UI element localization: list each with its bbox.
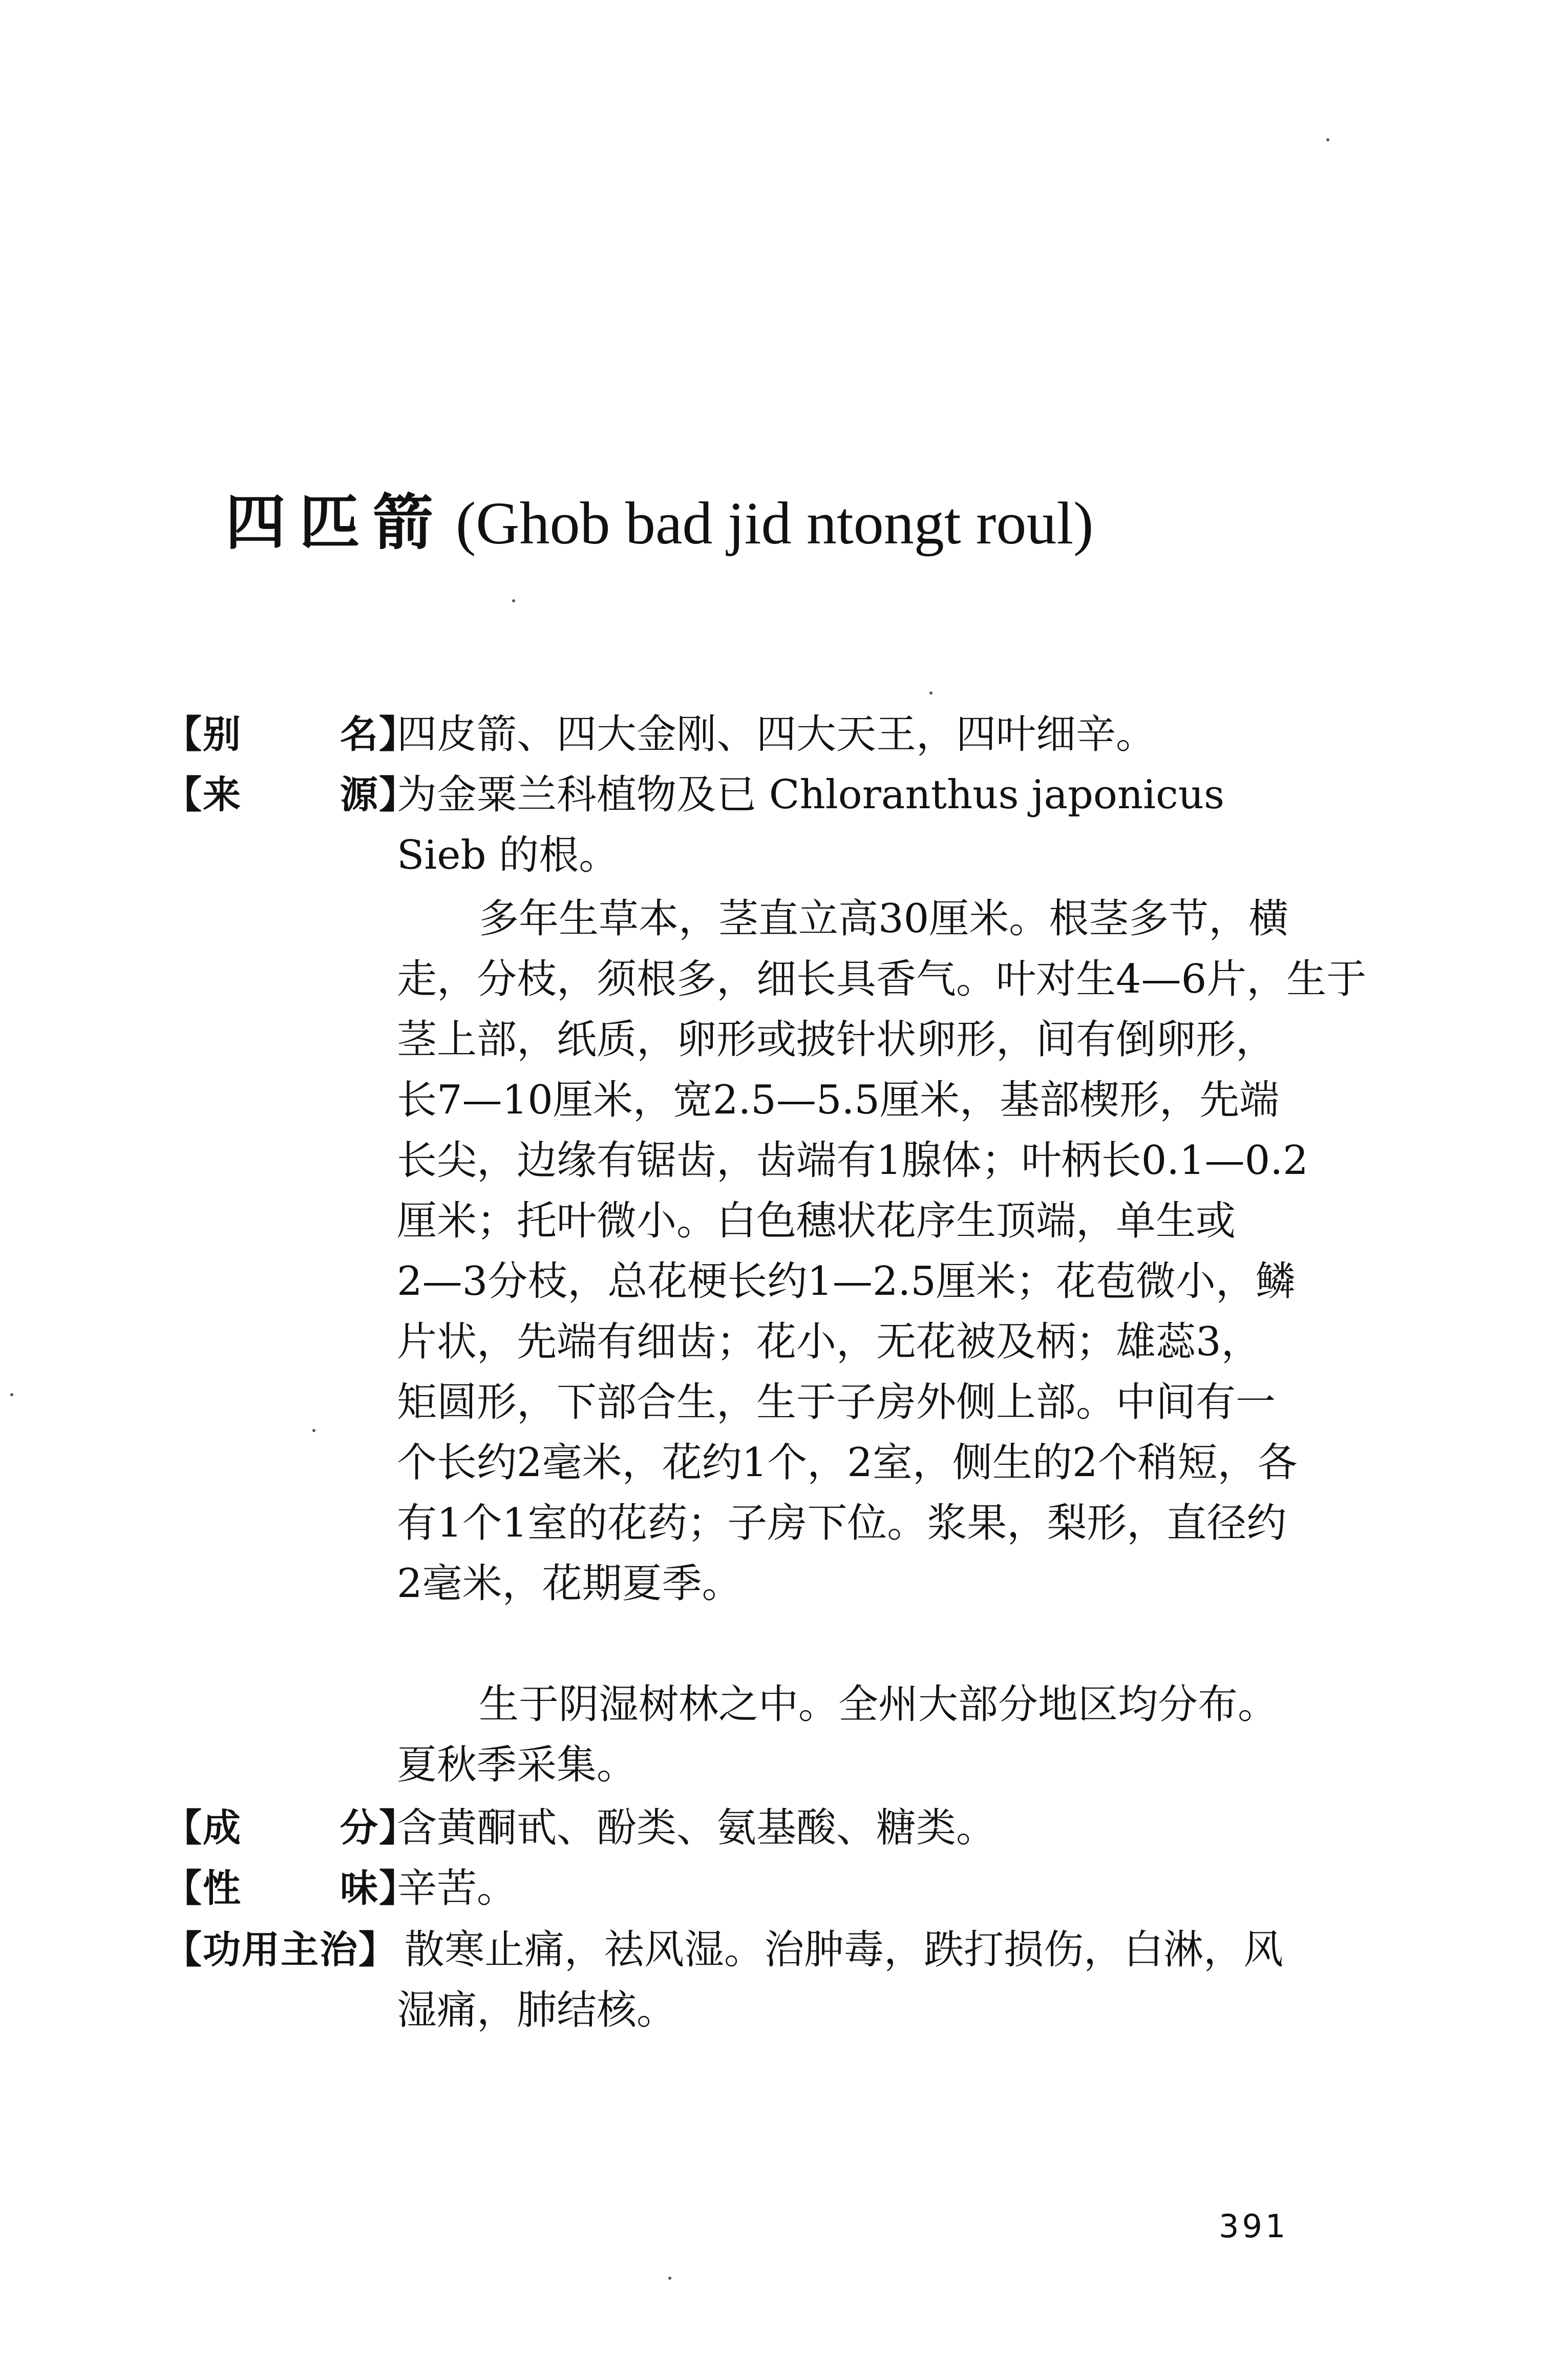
usage-line-1: 散寒止痛，祛风湿。治肿毒，跌打损伤，白淋，风	[405, 1927, 1284, 1973]
description-line: 厘米；托叶微小。白色穗状花序生顶端，单生或	[397, 1198, 1236, 1244]
description-line: 有1个1室的花药；子房下位。浆果，梨形，直径约	[397, 1500, 1287, 1546]
page-number: 391	[1219, 2207, 1289, 2245]
scan-speck	[668, 2277, 671, 2280]
label-composition: 【成 分】	[164, 1806, 418, 1850]
habitat-line: 生于阴湿树林之中。全州大部分地区均分布。	[479, 1681, 1278, 1728]
scan-speck	[512, 599, 515, 602]
description-line: 走，分枝，须根多，细长具香气。叶对生4—6片，生于	[397, 956, 1367, 1002]
description-line: 片状，先端有细齿；花小，无花被及柄；雄蕊3，	[397, 1319, 1261, 1365]
title-latin: (Ghob bad jid ntongt roul)	[456, 490, 1094, 557]
description-line: 长尖，边缘有锯齿，齿端有1腺体；叶柄长0.1—0.2	[397, 1138, 1308, 1184]
description-line: 2毫米，花期夏季。	[397, 1561, 742, 1607]
scan-speck	[1326, 138, 1329, 141]
source-line-1: 为金粟兰科植物及已 Chloranthus japonicus	[397, 772, 1224, 818]
label-alias: 【别 名】	[164, 712, 418, 756]
habitat-line: 夏秋季采集。	[397, 1742, 637, 1788]
label-usage: 【功用主治】	[164, 1928, 397, 1972]
description-line: 个长约2毫米，花约1个，2室，侧生的2个稍短，各	[397, 1440, 1298, 1486]
label-taste: 【性 味】	[164, 1866, 418, 1910]
description-line: 矩圆形，下部合生，生于子房外侧上部。中间有一	[397, 1379, 1276, 1425]
description-line: 2—3分枝，总花梗长约1—2.5厘米；花苞微小，鳞	[397, 1258, 1296, 1305]
taste-text: 辛苦。	[397, 1865, 517, 1911]
title-chinese: 四匹箭	[225, 487, 447, 558]
label-source: 【来 源】	[164, 773, 418, 817]
scan-speck	[929, 691, 933, 695]
composition-text: 含黄酮甙、酚类、氨基酸、糖类。	[397, 1805, 997, 1851]
source-line-2: Sieb 的根。	[397, 832, 619, 878]
scan-speck	[10, 1393, 13, 1396]
usage-line-2: 湿痛，肺结核。	[397, 1987, 677, 2033]
habitat-paragraph	[397, 1674, 1529, 1795]
description-line: 多年生草本，茎直立高30厘米。根茎多节，横	[479, 896, 1289, 942]
page-title	[225, 484, 1093, 562]
scan-speck	[312, 1429, 315, 1432]
alias-text: 四皮箭、四大金刚、四大天王，四叶细辛。	[397, 711, 1156, 758]
description-paragraph	[397, 889, 1529, 1614]
description-line: 茎上部，纸质，卵形或披针状卵形，间有倒卵形，	[397, 1017, 1276, 1063]
description-line: 长7—10厘米，宽2.5—5.5厘米，基部楔形，先端	[397, 1077, 1279, 1123]
